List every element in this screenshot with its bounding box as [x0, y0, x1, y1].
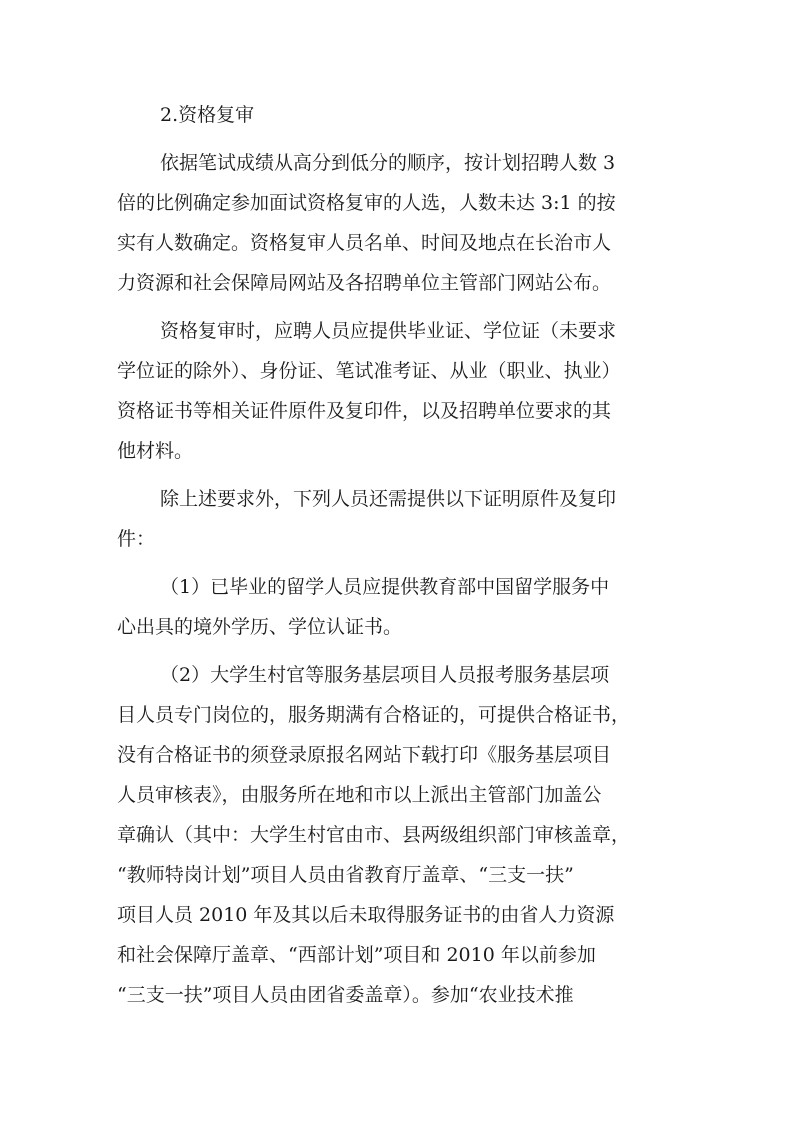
paragraph-line: 人员审核表》，由服务所在地和市以上派出主管部门加盖公 — [117, 784, 602, 806]
paragraph-line: 倍的比例确定参加面试资格复审的人选，人数未达 3:1 的按 — [117, 192, 616, 214]
paragraph-line: 件： — [117, 528, 156, 550]
paragraph-line: 依据笔试成绩从高分到低分的顺序，按计划招聘人数 3 — [160, 152, 616, 174]
paragraph-line: 力资源和社会保障局网站及各招聘单位主管部门网站公布。 — [117, 272, 612, 294]
paragraph-line: 他材料。 — [117, 440, 194, 462]
section-heading: 2.资格复审 — [160, 104, 255, 126]
paragraph-line: （1）已毕业的留学人员应提供教育部中国留学服务中 — [160, 576, 610, 598]
paragraph-line: 心出具的境外学历、学位认证书。 — [117, 616, 403, 638]
paragraph-line: 和社会保障厅盖章、“西部计划”项目和 2010 年以前参加 — [117, 944, 596, 966]
paragraph-line: 学位证的除外）、身份证、笔试准考证、从业（职业、执业） — [117, 360, 621, 382]
paragraph-line: “三支一扶”项目人员由团省委盖章）。参加“农业技术推 — [117, 984, 574, 1006]
paragraph-line: 目人员专门岗位的，服务期满有合格证的，可提供合格证书， — [117, 704, 631, 726]
paragraph-line: “教师特岗计划”项目人员由省教育厅盖章、“三支一扶” — [117, 864, 574, 886]
paragraph-line: 没有合格证书的须登录原报名网站下载打印《服务基层项目 — [117, 744, 612, 766]
paragraph-line: 章确认（其中：大学生村官由市、县两级组织部门审核盖章， — [117, 824, 631, 846]
paragraph-line: 资格证书等相关证件原件及复印件，以及招聘单位要求的其 — [117, 400, 612, 422]
paragraph-line: 除上述要求外，下列人员还需提供以下证明原件及复印 — [160, 488, 617, 510]
paragraph-line: 项目人员 2010 年及其以后未取得服务证书的由省人力资源 — [117, 904, 615, 926]
paragraph-line: （2）大学生村官等服务基层项目人员报考服务基层项 — [160, 664, 610, 686]
paragraph-line: 实有人数确定。资格复审人员名单、时间及地点在长治市人 — [117, 232, 612, 254]
paragraph-line: 资格复审时，应聘人员应提供毕业证、学位证（未要求 — [160, 320, 617, 342]
